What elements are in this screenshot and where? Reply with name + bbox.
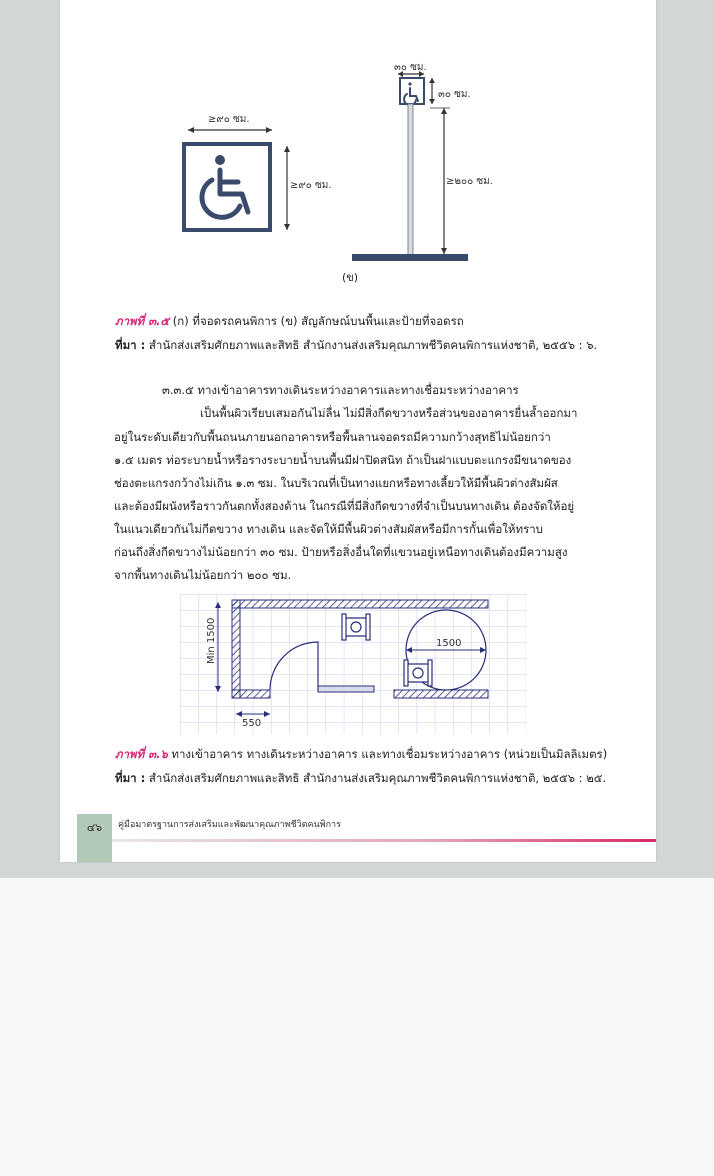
figure-source	[115, 337, 597, 355]
figure-b-label: (ข)	[342, 271, 359, 284]
figure-number: ภาพที่ ๓.๕	[115, 314, 170, 328]
dim-height-label: ≥๙๐ ซม.	[290, 180, 332, 191]
section-heading: ๓.๓.๕ ทางเข้าอาคารทางเดินระหว่างอาคารและทางเชื่อมระหว่างอาคาร	[162, 383, 519, 397]
figure-caption	[115, 313, 464, 331]
figure-parking-floor-symbol	[180, 108, 340, 236]
paragraph-line: จากพื้นทางเดินไม่น้อยกว่า ๒๐๐ ซม.	[114, 568, 292, 582]
footer-rule	[112, 839, 656, 842]
source-text: สำนักส่งเสริมศักยภาพและสิทธิ สำนักงานส่งเสริมคุณภาพชีวิตคนพิการแห่งชาติ, ๒๕๕๖ : ๒๕.	[145, 771, 607, 785]
figure-source	[115, 770, 606, 788]
dim-width-label: ≥๙๐ ซม.	[208, 114, 250, 125]
wheelchair-icon	[202, 155, 248, 217]
paragraph-line: อยู่ในระดับเดียวกับพื้นถนนภายนอกอาคารหรือพื้นลานจอดรถมีความกว้างสุทธิไม่น้อยกว่า	[114, 430, 551, 444]
dim-min-label: Min 1500	[206, 617, 217, 664]
source-label: ที่มา :	[115, 338, 146, 352]
viewer-blank-area	[0, 878, 714, 1176]
figure-parking-sign	[350, 58, 530, 266]
wheelchair-user-icon	[342, 614, 370, 640]
paragraph-line: ในแนวเดียวกันไม่กีดขวาง ทางเดิน และจัดให้มีพื้นผิวต่างสัมผัสหรือมีการกั้นเพื่อให้ทราบ	[114, 522, 543, 536]
book-title: คู่มือมาตรฐานการส่งเสริมและพัฒนาคุณภาพชีวิตคนพิการ	[118, 820, 341, 830]
figure-caption	[115, 746, 607, 764]
figure-entrance-plan	[180, 594, 526, 734]
dim-pole-height-label: ≥๒๐๐ ซม.	[446, 176, 493, 187]
dim-sign-height-label: ๓๐ ซม.	[438, 89, 471, 100]
paragraph-line: ๑.๕ เมตร ท่อระบายน้ำหรือรางระบายน้ำบนพื้นมีฝาปิดสนิท ถ้าเป็นฝาแบบตะแกรงมีขนาดของ	[114, 453, 572, 467]
paragraph-line: เป็นพื้นผิวเรียบเสมอกันไม่ลื่น ไม่มีสิ่งกีดขวางหรือส่วนของอาคารยื่นล้ำออกมา	[200, 406, 578, 420]
source-label: ที่มา :	[115, 771, 146, 785]
paragraph-line: ก่อนถึงสิ่งกีดขวางไม่น้อยกว่า ๓๐ ซม. ป้ายหรือสิ่งอื่นใดที่แขวนอยู่เหนือทางเดินต้องมีความสูง	[114, 545, 568, 559]
dim-turn-label: 1500	[436, 638, 462, 649]
caption-text: (ก) ที่จอดรถคนพิการ (ข) สัญลักษณ์บนพื้นและป้ายที่จอดรถ	[169, 314, 464, 328]
dim-sign-width-label: ๓๐ ซม.	[394, 62, 427, 73]
source-text: สำนักส่งเสริมศักยภาพและสิทธิ สำนักงานส่งเสริมคุณภาพชีวิตคนพิการแห่งชาติ, ๒๕๕๖ : ๖.	[145, 338, 598, 352]
caption-text: ทางเข้าอาคาร ทางเดินระหว่างอาคาร และทางเชื่อมระหว่างอาคาร (หน่วยเป็นมิลลิเมตร)	[167, 747, 608, 761]
figure-number: ภาพที่ ๓.๖	[115, 747, 168, 761]
dim-door-label: 550	[242, 718, 262, 729]
wheelchair-user-icon	[404, 660, 432, 686]
paragraph-line: และต้องมีผนังหรือราวกันตกทั้งสองด้าน ในกรณีที่มีสิ่งกีดขวางที่จำเป็นบนทางเดิน ต้องจัดให้อยู่	[114, 499, 575, 513]
paragraph-line: ช่องตะแกรงกว้างไม่เกิน ๑.๓ ซม. ในบริเวณที่เป็นทางแยกหรือทางเลี้ยวให้มีพื้นผิวต่างสัมผัส	[114, 476, 558, 490]
page-number: ๔๖	[86, 821, 103, 834]
